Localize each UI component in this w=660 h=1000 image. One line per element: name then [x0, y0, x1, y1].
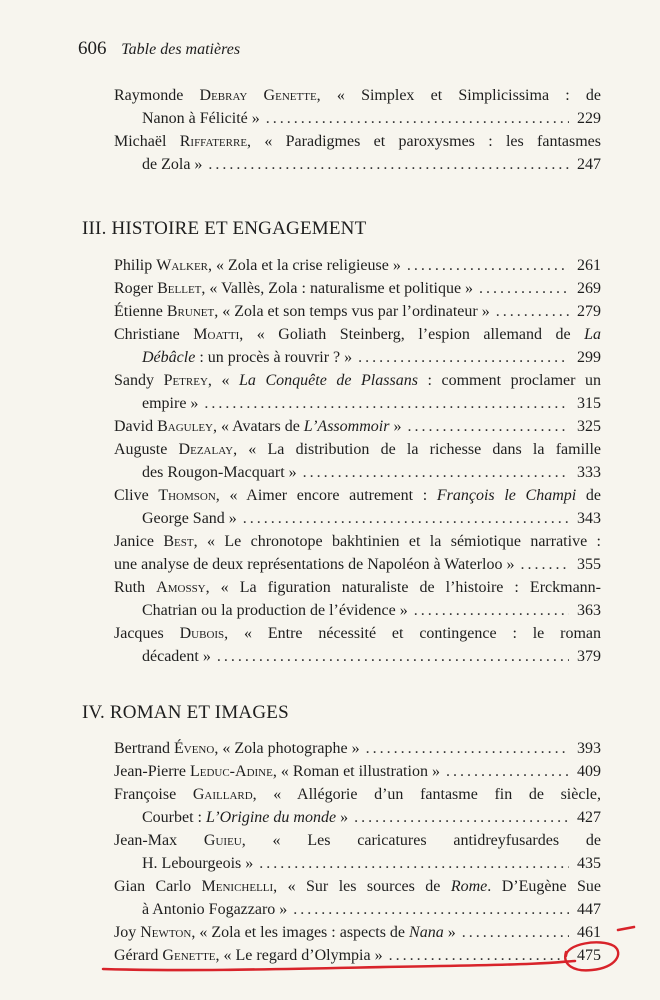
toc-entry: Étienne Brunet, « Zola et son temps vus par l’ordinateur » ..... 279: [114, 300, 601, 323]
page-ref: 299: [577, 349, 601, 366]
page-ref: 343: [577, 510, 601, 527]
page-ref: 247: [577, 156, 601, 173]
toc-entry: Bertrand Éveno, « Zola photographe » ..... 393: [114, 737, 601, 760]
page-ref: 269: [577, 280, 601, 297]
page-ref: 355: [577, 556, 601, 573]
author-name: Dezalay: [178, 441, 234, 458]
section-title: III. HISTOIRE ET ENGAGEMENT: [82, 218, 367, 239]
toc-entry: Jean-Pierre Leduc-Adine, « Roman et illustration » ..... 409: [114, 760, 601, 783]
toc-entry: Jacques Dubois, « Entre nécessité et contingence : le roman décadent » ..... 379: [114, 622, 601, 668]
page-ref: 409: [577, 763, 601, 780]
page-ref: 315: [577, 395, 601, 412]
toc-entry: Roger Bellet, « Vallès, Zola : naturalisme et politique » ..... 269: [114, 277, 601, 300]
page-number: 606: [78, 38, 107, 59]
page-ref: 475: [577, 947, 601, 964]
author-name: Bellet: [157, 280, 202, 297]
author-name: Amossy: [156, 579, 206, 596]
page-ref: 279: [577, 303, 601, 320]
page-ref: 447: [577, 901, 601, 918]
author-name: Thomson: [158, 487, 216, 504]
author-name: Genette: [162, 947, 216, 964]
author-name: Leduc-Adine: [189, 763, 273, 780]
author-name: Éveno: [173, 740, 215, 757]
toc-entry: Ruth Amossy, « La figuration naturaliste de l’histoire : Erckmann- Chatrian ou la production de l’évidence » ..... 363: [114, 576, 601, 622]
author-name: Menichelli: [201, 878, 274, 895]
author-name: Petrey: [163, 372, 208, 389]
red-dash-mark: [618, 927, 634, 930]
author-name: Newton: [140, 924, 192, 941]
toc-entry-highlighted: Gérard Genette, « Le regard d’Olympia » ..... 475: [114, 944, 601, 967]
toc-entry: Clive Thomson, « Aimer encore autrement : François le Champi de George Sand » ..... 343: [114, 484, 601, 530]
page-ref: 325: [577, 418, 601, 435]
author-name: Walker: [156, 257, 208, 274]
toc-entry: Joy Newton, « Zola et les images : aspects de Nana » ..... 461: [114, 921, 601, 944]
author-name: Baguley: [157, 418, 213, 435]
author-name: Riffaterre: [179, 133, 248, 150]
toc-entry: Françoise Gaillard, « Allégorie d’un fantasme fin de siècle, Courbet : L’Origine du monde » ..... 427: [114, 783, 601, 829]
toc-entry: Christiane Moatti, « Goliath Steinberg, l’espion allemand de La Débâcle : un procès à rouvrir ? » ..... 299: [114, 323, 601, 369]
toc-entry: Raymonde Debray Genette, « Simplex et Simplicissima : de Nanon à Félicité » ..... 229: [114, 84, 601, 130]
page-ref: 435: [577, 855, 601, 872]
toc-entry: Jean-Max Guieu, « Les caricatures antidreyfusardes de H. Lebourgeois » ..... 435: [114, 829, 601, 875]
page-header: [78, 38, 240, 60]
page-ref: 379: [577, 648, 601, 665]
section-title: IV. ROMAN ET IMAGES: [82, 702, 289, 723]
author-name: Best: [163, 533, 194, 550]
page-ref: 363: [577, 602, 601, 619]
page-ref: 461: [577, 924, 601, 941]
toc-entry: David Baguley, « Avatars de L’Assommoir » ..... 325: [114, 415, 601, 438]
toc-entry: Michaël Riffaterre, « Paradigmes et paroxysmes : les fantasmes de Zola » ..... 247: [114, 130, 601, 176]
author-name: Gaillard: [192, 786, 253, 803]
page-ref: 229: [577, 110, 601, 127]
author-name: Brunet: [166, 303, 215, 320]
author-name: Moatti: [193, 326, 240, 343]
running-title: Table des matières: [121, 41, 241, 58]
toc-entry: Auguste Dezalay, « La distribution de la richesse dans la famille des Rougon-Macquart » ..... 333: [114, 438, 601, 484]
toc-entry: Gian Carlo Menichelli, « Sur les sources de Rome. D’Eugène Sue à Antonio Fogazzaro » ..... 447: [114, 875, 601, 921]
page-ref: 427: [577, 809, 601, 826]
page-ref: 393: [577, 740, 601, 757]
toc-entry: Philip Walker, « Zola et la crise religieuse » ..... 261: [114, 254, 601, 277]
author-name: Dubois: [179, 625, 225, 642]
page-ref: 333: [577, 464, 601, 481]
author-name: Guieu: [203, 832, 242, 849]
author-name: Debray Genette: [199, 87, 317, 104]
toc-entry: Janice Best, « Le chronotope bakhtinien et la sémiotique narrative : une analyse de deux représentations de Napoléon à Waterloo » ..... 355: [114, 530, 601, 576]
page-ref: 261: [577, 257, 601, 274]
toc-entry: Sandy Petrey, « La Conquête de Plassans : comment proclamer un empire » ..... 315: [114, 369, 601, 415]
